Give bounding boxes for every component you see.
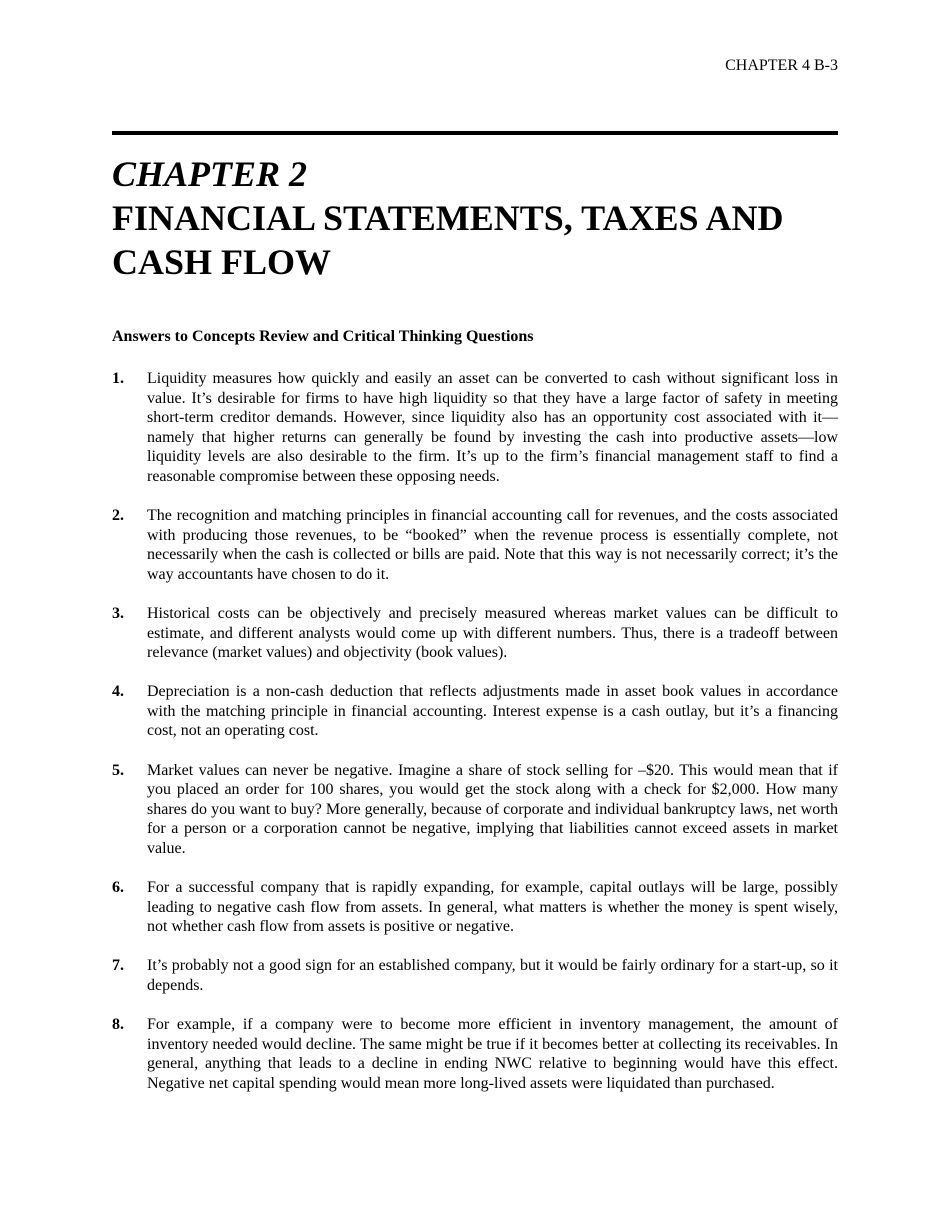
chapter-label: CHAPTER 2 <box>112 154 308 194</box>
answer-text: Market values can never be negative. Imagine a share of stock selling for –$20. This would mean that if you placed an order for 100 shares, you would get the stock along with a check for $2,000. How many shares do you want to buy? More generally, because of corporate and individual bankruptcy laws, net worth for a person or a corporation cannot be negative, implying that liabilities cannot exceed assets in market value. <box>147 761 838 857</box>
answer-text: The recognition and matching principles in financial accounting call for revenues, and the costs associated with producing those revenues, to be “booked” when the revenue process is essentially complete, not necessarily when the cash is collected or bills are paid. Note that this way is not necessarily correct; it’s the way accountants have chosen to do it. <box>147 507 838 583</box>
answer-number: 3. <box>112 604 124 622</box>
answer-number: 4. <box>112 683 124 701</box>
answer-item <box>112 956 838 995</box>
header-rule <box>112 131 838 135</box>
section-heading: Answers to Concepts Review and Critical Thinking Questions <box>112 328 534 345</box>
answer-item <box>112 1015 838 1093</box>
answer-item <box>112 604 838 663</box>
answer-item <box>112 506 838 584</box>
answer-item <box>112 369 838 487</box>
answer-text: For a successful company that is rapidly expanding, for example, capital outlays will be large, possibly leading to negative cash flow from assets. In general, what matters is whether the money is spent wisely, not whether cash flow from assets is positive or negative. <box>147 878 838 936</box>
answer-item <box>112 761 838 859</box>
answer-number: 7. <box>112 957 124 975</box>
answer-number: 5. <box>112 761 124 779</box>
answer-text: For example, if a company were to become more efficient in inventory management, the amount of inventory needed would decline. The same might be true if it becomes better at collecting its receivables. In general, anything that leads to a decline in ending NWC relative to beginning would have this effect. Negative net capital spending would mean more long-lived assets were liquidated than purchased. <box>147 1015 838 1092</box>
answer-number: 6. <box>112 878 124 896</box>
answers-list <box>112 369 838 1113</box>
answer-number: 2. <box>112 507 124 525</box>
answer-item <box>112 682 838 741</box>
chapter-title: FINANCIAL STATEMENTS, TAXES AND CASH FLOW <box>112 198 784 282</box>
answer-text: Depreciation is a non-cash deduction that reflects adjustments made in asset book values in accordance with the matching principle in financial accounting. Interest expense is a cash outlay, but it’s a financing cost, not an operating cost. <box>147 683 838 740</box>
answer-text: Historical costs can be objectively and precisely measured whereas market values can be difficult to estimate, and different analysts would come up with different numbers. Thus, there is a tradeoff between relevance (market values) and objectivity (book values). <box>147 604 838 662</box>
answer-number: 8. <box>112 1015 124 1033</box>
answer-text: Liquidity measures how quickly and easily an asset can be converted to cash without significant loss in value. It’s desirable for firms to have high liquidity so that they have a large factor of safety in meeting short-term creditor demands. However, since liquidity also has an opportunity cost associated with it—namely that higher returns can generally be found by investing the cash into productive assets—low liquidity levels are also desirable to the firm. It’s up to the firm’s financial management staff to find a reasonable compromise between these opposing needs. <box>147 370 838 485</box>
answer-text: It’s probably not a good sign for an established company, but it would be fairly ordinary for a start-up, so it depends. <box>147 957 838 994</box>
running-header: CHAPTER 4 B-3 <box>725 57 838 74</box>
answer-number: 1. <box>112 370 124 387</box>
answer-item <box>112 878 838 937</box>
